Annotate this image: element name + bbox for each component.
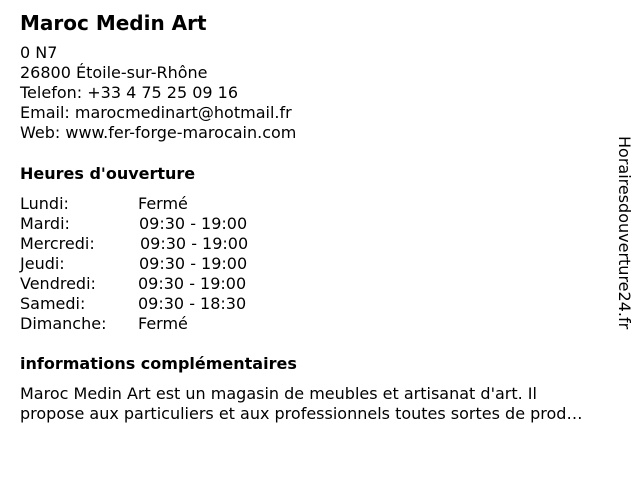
- day-label: Vendredi:: [20, 274, 96, 293]
- time-value: Fermé: [138, 314, 188, 333]
- time-value: 09:30 - 19:00: [139, 254, 248, 273]
- time-value: 09:30 - 18:30: [138, 294, 247, 313]
- day-label: Mardi:: [20, 214, 70, 233]
- day-label: Mercredi:: [20, 234, 95, 253]
- day-label: Dimanche:: [20, 314, 107, 333]
- web-line: Web: www.fer-forge-marocain.com: [20, 123, 297, 142]
- day-label: Samedi:: [20, 294, 86, 313]
- info-description: [20, 384, 620, 424]
- day-label: Lundi:: [20, 194, 69, 213]
- business-name: Maroc Medin Art: [20, 11, 207, 35]
- street-address: 0 N7: [20, 43, 58, 62]
- day-label: Jeudi:: [20, 254, 65, 273]
- time-value: 09:30 - 19:00: [138, 274, 247, 293]
- site-watermark: Horairesdouverture24.fr: [615, 136, 634, 330]
- info-heading: informations complémentaires: [20, 354, 297, 373]
- time-value: 09:30 - 19:00: [139, 214, 248, 233]
- time-value: 09:30 - 19:00: [140, 234, 249, 253]
- hours-heading: Heures d'ouverture: [20, 164, 196, 183]
- phone-line: Telefon: +33 4 75 25 09 16: [20, 83, 239, 102]
- city-address: 26800 Étoile-sur-Rhône: [20, 63, 208, 82]
- description-line: Maroc Medin Art est un magasin de meubles et artisanat d'art. Il: [20, 384, 537, 403]
- contact-block: [20, 43, 296, 143]
- email-line: Email: marocmedinart@hotmail.fr: [20, 103, 292, 122]
- time-value: Fermé: [138, 194, 188, 213]
- description-line-truncated: propose aux particuliers et aux professionnels toutes sortes de prod…: [20, 404, 583, 423]
